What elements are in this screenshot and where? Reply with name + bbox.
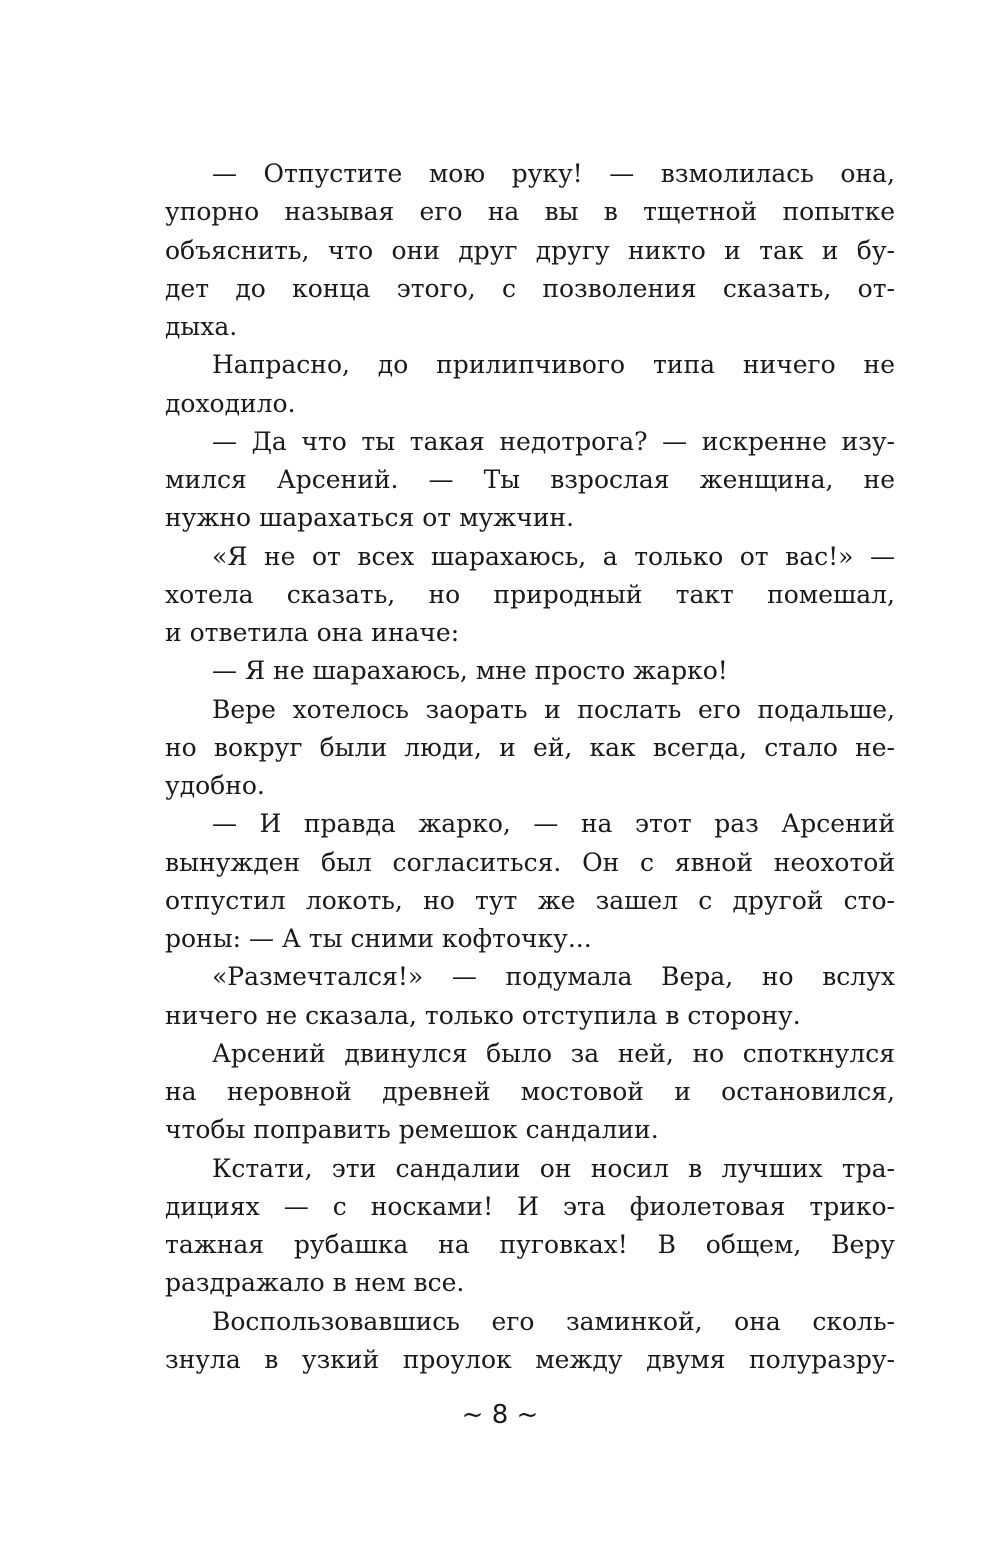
text-line: Воспользовавшись его заминкой, она сколь- [212, 1306, 895, 1336]
text-line: дет до конца этого, с позволения сказать, от- [165, 273, 895, 303]
text-line: но вокруг были люди, и ей, как всегда, стало не- [165, 732, 895, 762]
text-line: объяснить, что они друг другу никто и так и бу- [165, 235, 895, 265]
body-text [165, 155, 895, 1379]
text-line: хотела сказать, но природный такт помешал, [165, 579, 895, 609]
text-line: Напрасно, до прилипчивого типа ничего не [212, 350, 895, 380]
text-line: «Я не от всех шарахаюсь, а только от вас!» — [212, 541, 895, 571]
text-line: роны: — А ты сними кофточку... [165, 924, 592, 953]
text-line: Арсений двинулся было за ней, но споткнулся [212, 1038, 895, 1068]
text-line: мился Арсений. — Ты взрослая женщина, не [165, 465, 895, 494]
page-number: ~ 8 ~ [461, 1400, 539, 1430]
text-line: и ответила она иначе: [165, 618, 460, 647]
text-line: Вере хотелось заорать и послать его подальше, [212, 694, 895, 724]
text-line: упорно называя его на вы в тщетной попытке [165, 197, 895, 227]
text-line: — Я не шарахаюсь, мне просто жарко! [212, 656, 728, 686]
text-line: удобно. [165, 771, 265, 800]
text-line: тажная рубашка на пуговках! В общем, Веру [165, 1230, 895, 1259]
text-line: «Размечтался!» — подумала Вера, но вслух [212, 962, 895, 992]
text-line: Кстати, эти сандалии он носил в лучших тра- [212, 1153, 895, 1183]
text-line: чтобы поправить ремешок сандалии. [165, 1115, 659, 1145]
text-line: вынужден был согласиться. Он с явной неохотой [165, 847, 895, 877]
text-line: доходило. [165, 388, 296, 418]
text-line: дициях — с носками! И эта фиолетовая трико- [165, 1191, 895, 1221]
text-line: — Да что ты такая недотрога? — искренне изу- [212, 426, 895, 456]
text-line: — И правда жарко, — на этот раз Арсений [212, 809, 895, 839]
text-line: — Отпустите мою руку! — взмолилась она, [212, 159, 895, 188]
text-line: нужно шарахаться от мужчин. [165, 503, 575, 533]
text-line: ничего не сказала, только отступила в сторону. [165, 1000, 801, 1030]
text-line: раздражало в нем все. [165, 1268, 465, 1298]
text-line: отпустил локоть, но тут же зашел с другой сто- [165, 885, 895, 915]
text-line: на неровной древней мостовой и остановился, [165, 1077, 895, 1106]
text-line: знула в узкий проулок между двумя полуразру- [165, 1344, 895, 1374]
text-line: дыха. [165, 312, 238, 341]
